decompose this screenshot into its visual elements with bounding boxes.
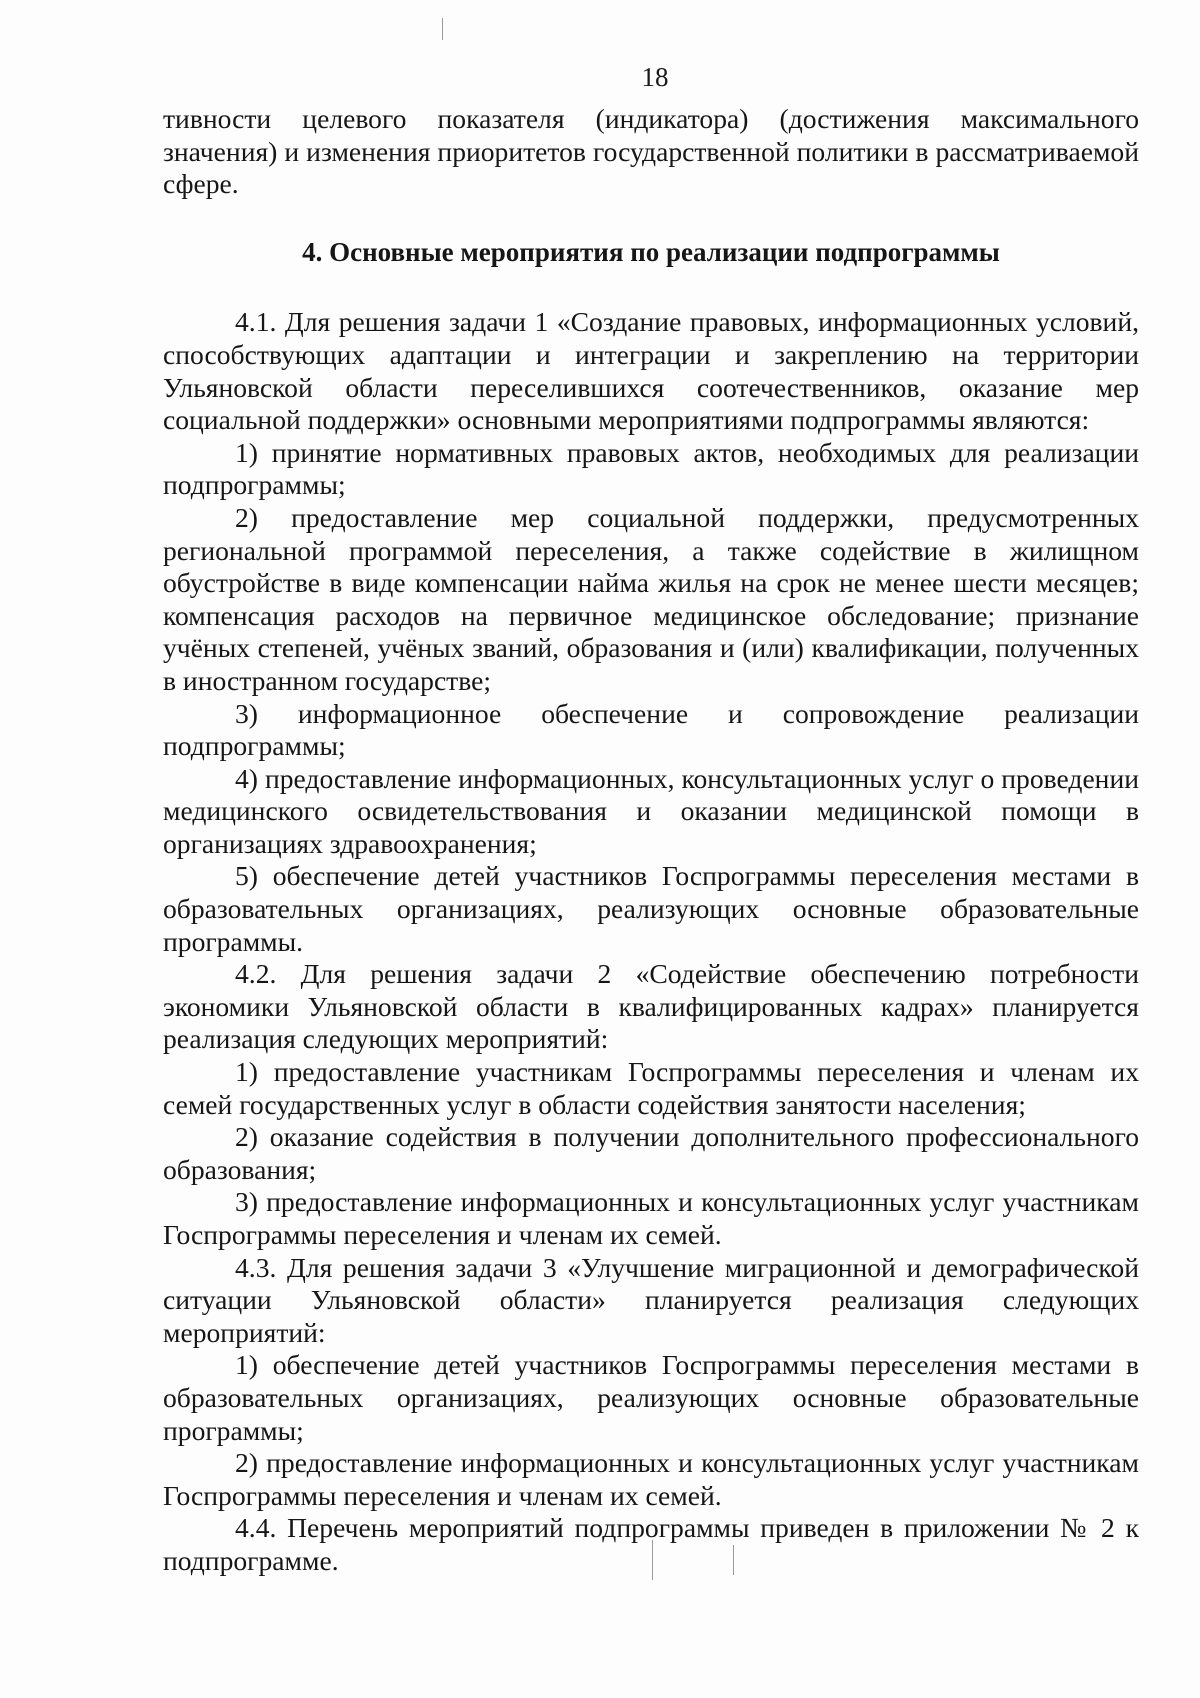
list-item: 5) обеспечение детей участников Госпрограммы переселения местами в образовательных организациях, реализующих основные образовательные программы. bbox=[163, 860, 1139, 957]
list-item: 3) информационное обеспечение и сопровождение реализации подпрограммы; bbox=[163, 697, 1139, 762]
list-item: 1) принятие нормативных правовых актов, необходимых для реализации подпрограммы; bbox=[163, 436, 1139, 501]
scan-artifact-line bbox=[442, 18, 443, 40]
paragraph-4-3: 4.3. Для решения задачи 3 «Улучшение миграционной и демографической ситуации Ульяновской области» планируется реализация следующих мероприятий: bbox=[163, 1251, 1139, 1348]
list-item: 2) предоставление мер социальной поддержки, предусмотренных региональной программой переселения, а также содействие в жилищном обустройстве в виде компенсации найма жилья на срок не менее шести месяцев; компенсация расходов на первичное медицинское обследование; признание учёных степеней, учёных званий, образования и (или) квалификации, полученных в иностранном государстве; bbox=[163, 501, 1139, 696]
list-item: 1) предоставление участникам Госпрограммы переселения и членам их семей государственных услуг в области содействия занятости населения; bbox=[163, 1056, 1139, 1120]
paragraph-continuation: тивности целевого показателя (индикатора) (достижения максимального значения) и изменения приоритетов государственной политики в рассматриваемой сфере. bbox=[163, 103, 1139, 200]
paragraph-4-2: 4.2. Для решения задачи 2 «Содействие обеспечению потребности экономики Ульяновской области в квалифицированных кадрах» планируется реализация следующих мероприятий: bbox=[163, 958, 1139, 1055]
list-item: 3) предоставление информационных и консультационных услуг участникам Госпрограммы переселения и членам их семей. bbox=[163, 1186, 1139, 1250]
paragraph-4-1: 4.1. Для решения задачи 1 «Создание правовых, информационных условий, способствующих адаптации и интеграции и закреплению на территории Ульяновской области переселившихся соотечественников, оказание мер социальной поддержки» основными мероприятиями подпрограммы являются: bbox=[163, 306, 1139, 436]
paragraph-4-4: 4.4. Перечень мероприятий подпрограммы приведен в приложении № 2 к подпрограмме. bbox=[163, 1512, 1139, 1576]
list-item: 4) предоставление информационных, консультационных услуг о проведении медицинского освидетельствования и оказании медицинской помощи в организациях здравоохранения; bbox=[163, 762, 1139, 859]
list-item: 2) оказание содействия в получении дополнительного профессионального образования; bbox=[163, 1121, 1139, 1185]
document-body bbox=[163, 103, 1139, 1578]
page-number: 18 bbox=[641, 62, 669, 92]
section-heading: 4. Основные мероприятия по реализации подпрограммы bbox=[302, 236, 1000, 267]
list-item: 1) обеспечение детей участников Госпрограммы переселения местами в образовательных организациях, реализующих основные образовательные программы; bbox=[163, 1349, 1139, 1446]
list-item: 2) предоставление информационных и консультационных услуг участникам Госпрограммы переселения и членам их семей. bbox=[163, 1447, 1139, 1511]
